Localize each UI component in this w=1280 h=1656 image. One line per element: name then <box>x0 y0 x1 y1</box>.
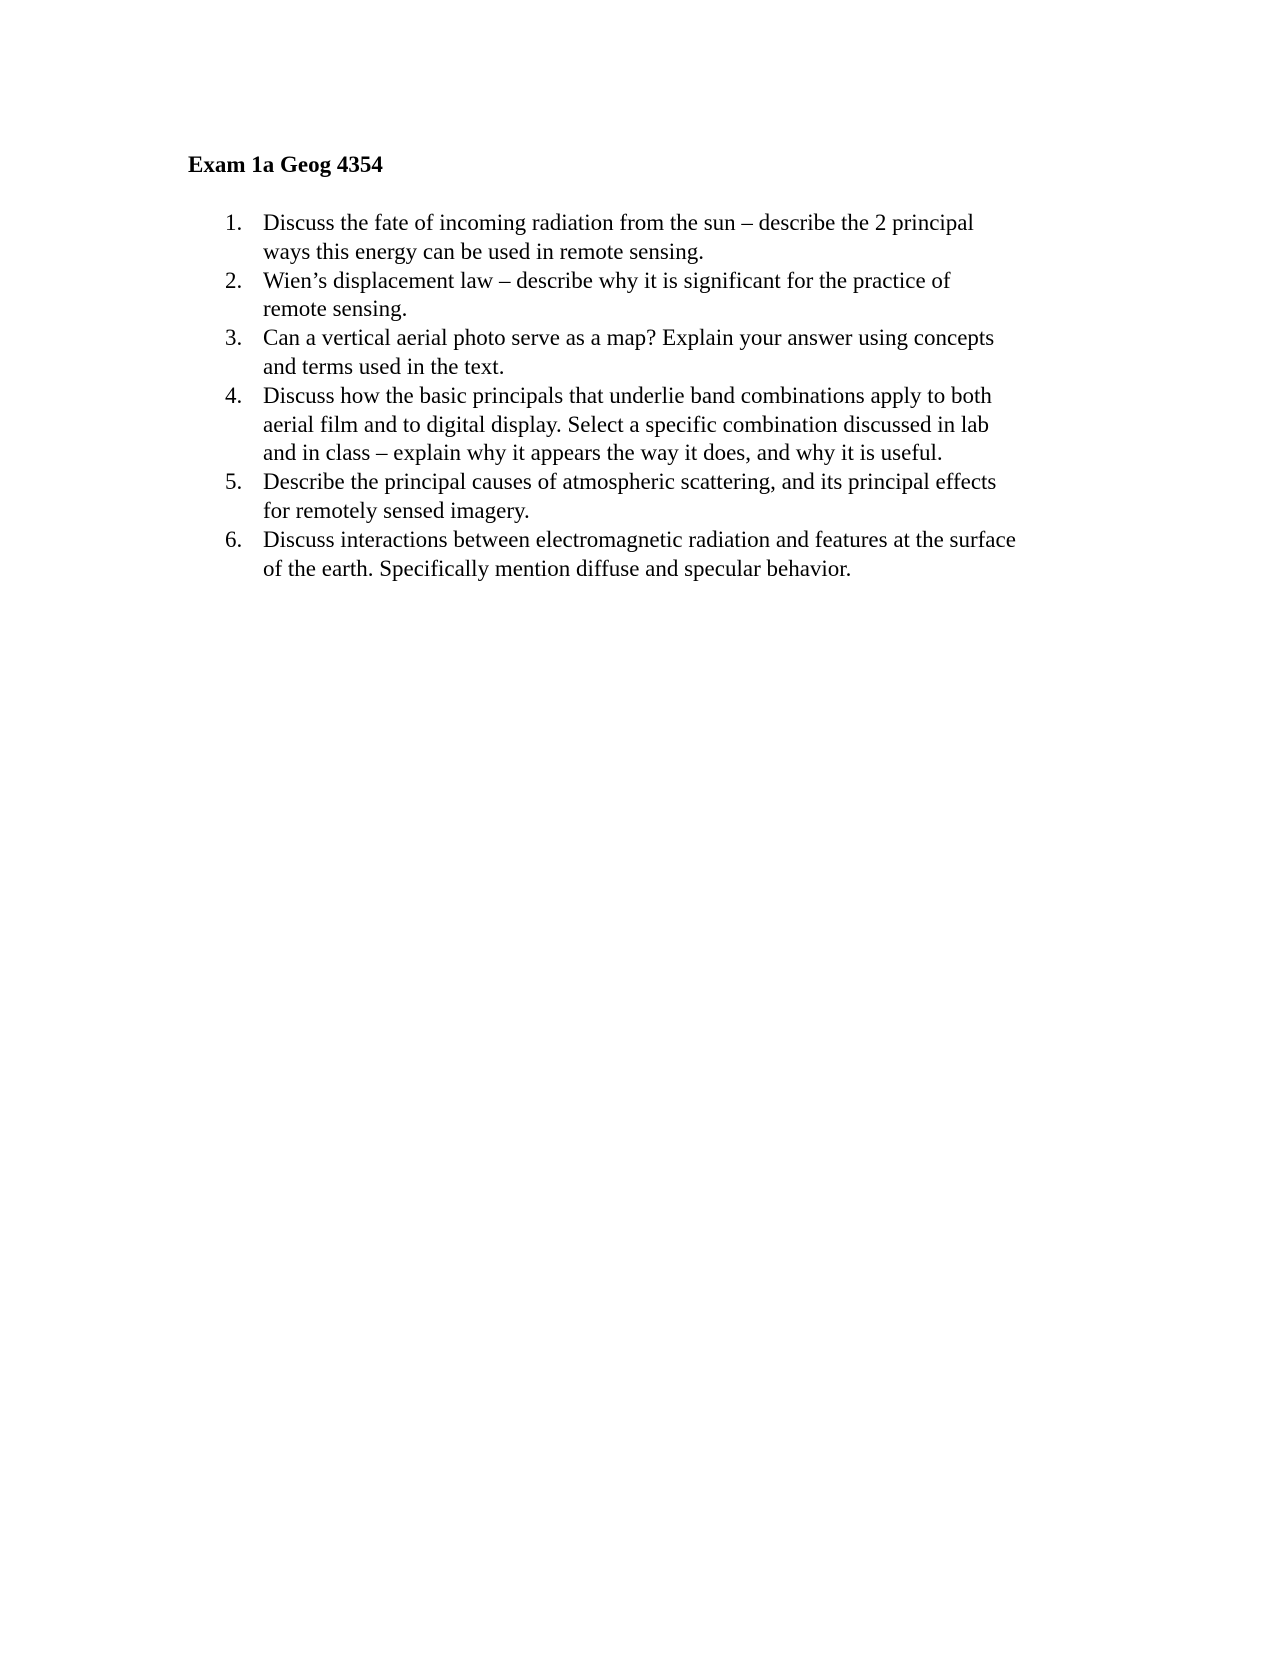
question-item <box>0 209 1093 267</box>
question-text-line: of the earth. Specifically mention diffuse and specular behavior. <box>263 555 852 581</box>
question-number: 4. <box>225 382 243 408</box>
question-item <box>0 382 1093 468</box>
question-text-line: Can a vertical aerial photo serve as a map? Explain your answer using concepts <box>263 325 995 351</box>
question-number: 3. <box>225 325 243 351</box>
question-item <box>0 267 1093 325</box>
question-number: 6. <box>225 526 243 552</box>
question-text-line: Discuss the fate of incoming radiation from the sun – describe the 2 principal <box>263 210 974 235</box>
question-text-line: and terms used in the text. <box>263 353 505 379</box>
question-text-line: aerial film and to digital display. Select a specific combination discussed in lab <box>263 411 990 437</box>
question-text-line: Discuss interactions between electromagnetic radiation and features at the surface <box>263 526 1016 552</box>
question-text-line: Describe the principal causes of atmospheric scattering, and its principal effects <box>263 469 997 495</box>
question-text-line: and in class – explain why it appears the way it does, and why it is useful. <box>263 440 943 466</box>
question-text-line: remote sensing. <box>263 296 408 322</box>
question-text-line: Wien’s displacement law – describe why it is significant for the practice of <box>263 267 951 293</box>
question-number: 5. <box>225 469 243 495</box>
question-item <box>0 526 1093 584</box>
question-number: 1. <box>225 210 243 235</box>
question-item <box>0 468 1093 526</box>
exam-title: Exam 1a Geog 4354 <box>188 152 383 177</box>
question-item <box>0 324 1093 382</box>
question-list <box>0 209 1280 583</box>
question-number: 2. <box>225 267 243 293</box>
question-text-line: for remotely sensed imagery. <box>263 497 530 523</box>
question-text-line: Discuss how the basic principals that underlie band combinations apply to both <box>263 382 992 408</box>
question-text-line: ways this energy can be used in remote sensing. <box>263 238 704 264</box>
